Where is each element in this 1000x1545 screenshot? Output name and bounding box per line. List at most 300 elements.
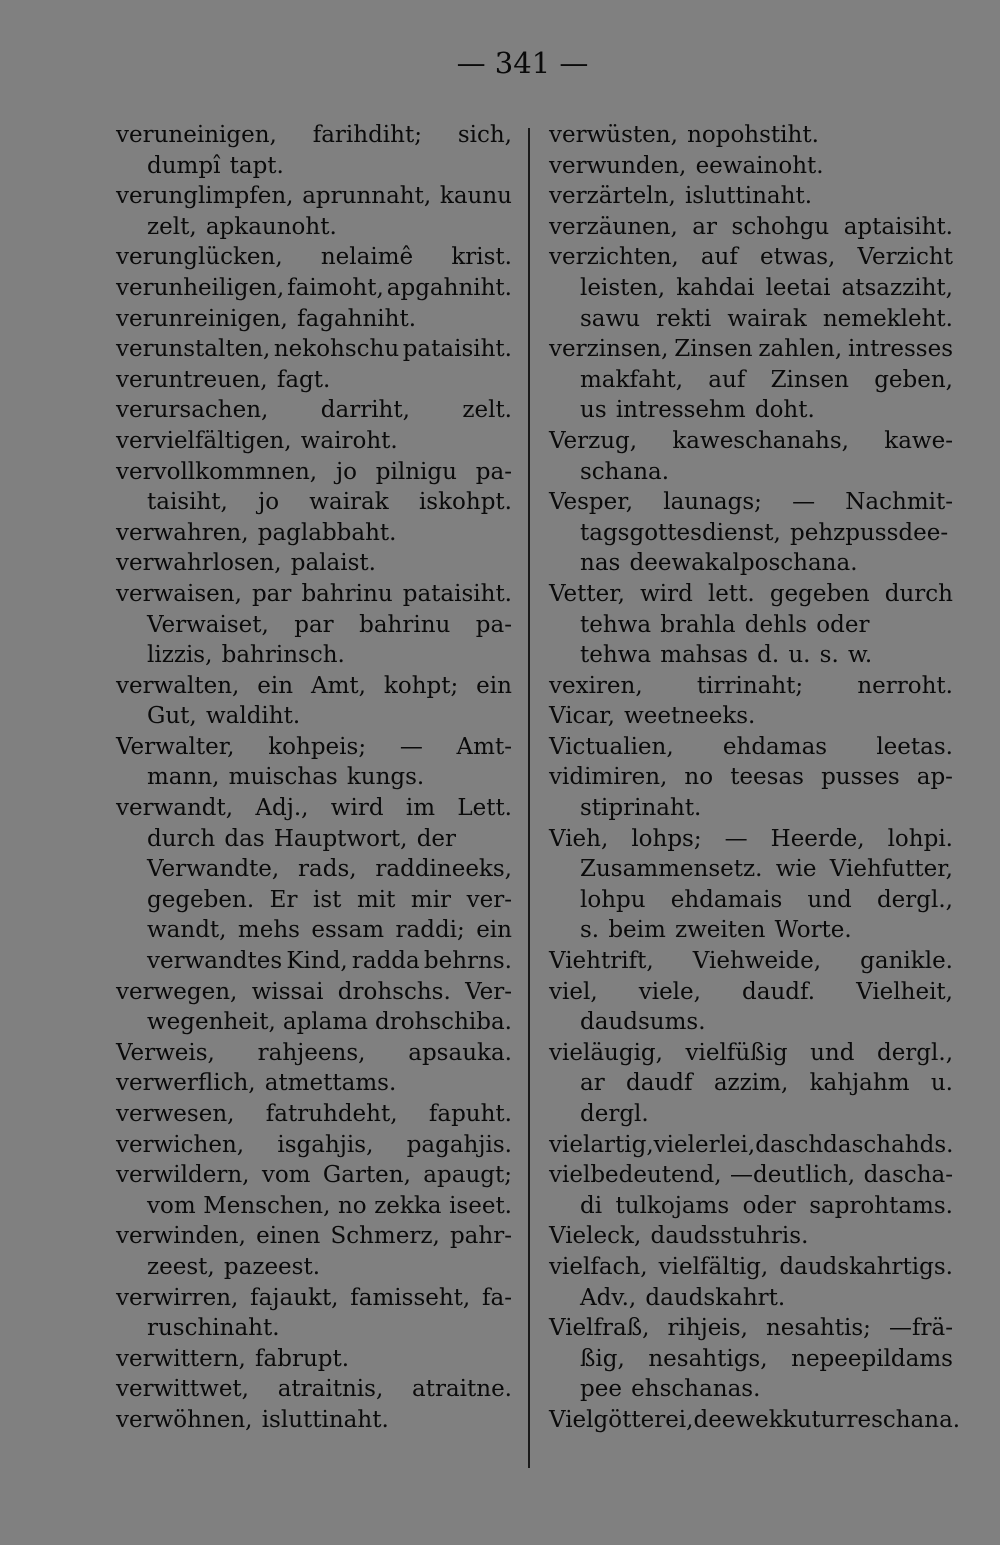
entry-line bbox=[116, 518, 512, 549]
entry-word: lohps; bbox=[631, 825, 702, 852]
entry-line bbox=[549, 548, 953, 579]
entry-word: zweiten bbox=[675, 917, 766, 944]
entry-line bbox=[549, 304, 953, 335]
entry-word: ver- bbox=[466, 886, 512, 913]
entry-line bbox=[549, 1313, 953, 1344]
entry-line bbox=[549, 334, 953, 365]
entry-word: deewekku bbox=[693, 1406, 812, 1433]
entry-line bbox=[549, 1038, 953, 1069]
entry-word: daudsums. bbox=[580, 1009, 706, 1036]
entry-word: ap- bbox=[916, 764, 953, 791]
entry-word: —frä- bbox=[888, 1315, 953, 1342]
entry-word: verwahrlosen, bbox=[116, 550, 282, 577]
entry-word: dergl. bbox=[580, 1101, 649, 1127]
entry-word: mehs bbox=[237, 917, 300, 944]
entry-word: nelaimê bbox=[320, 244, 414, 271]
entry-word: pilnigu bbox=[375, 458, 457, 485]
entry-line bbox=[116, 426, 512, 457]
entry-word: pataisiht. bbox=[402, 336, 512, 363]
entry-word: verwöhnen, bbox=[116, 1406, 253, 1433]
entry-line bbox=[116, 1038, 512, 1069]
entry-line bbox=[549, 640, 953, 671]
entry-line bbox=[549, 915, 953, 946]
entry-word: vielbedeutend, bbox=[549, 1162, 722, 1189]
entry-line bbox=[116, 334, 512, 365]
entry-line bbox=[116, 824, 512, 855]
entry-word: wairoht. bbox=[300, 427, 398, 454]
entry-word: intressehm bbox=[615, 397, 746, 424]
entry-word: Viehtrift, bbox=[549, 948, 654, 975]
entry-word: Verzicht bbox=[857, 244, 953, 271]
entry-word: Verwandte, bbox=[147, 856, 280, 883]
entry-word: wairak bbox=[309, 489, 389, 516]
entry-word: par bbox=[294, 611, 334, 638]
entry-word: Verzug, bbox=[549, 427, 638, 454]
entry-word: Viehweide, bbox=[692, 948, 822, 975]
entry-word: daudf. bbox=[742, 978, 816, 1005]
entry-word: Adv., bbox=[580, 1284, 637, 1311]
entry-word: verwahren, bbox=[116, 519, 249, 546]
entry-word: rahjeens, bbox=[257, 1039, 366, 1066]
entry-word: ehschanas. bbox=[631, 1376, 761, 1403]
entry-word: etwas, bbox=[759, 244, 836, 271]
entry-line bbox=[549, 793, 953, 824]
page-number: — 341 — bbox=[456, 46, 589, 80]
entry-word: verwandt, bbox=[116, 795, 234, 822]
entry-word: lohpi. bbox=[887, 825, 953, 852]
entry-line bbox=[116, 854, 512, 885]
entry-word: no bbox=[684, 764, 714, 791]
entry-line bbox=[116, 181, 512, 212]
entry-word: Heerde, bbox=[770, 825, 865, 852]
entry-line bbox=[116, 1344, 512, 1375]
entry-word: verwildern, bbox=[116, 1162, 250, 1189]
entry-word: Menschen, bbox=[203, 1192, 331, 1219]
entry-word: kahdai bbox=[676, 274, 755, 301]
entry-line bbox=[116, 915, 512, 946]
entry-word: Zinsen bbox=[674, 336, 753, 363]
entry-word: lohpu bbox=[580, 886, 646, 913]
entry-word: nekohschu bbox=[273, 336, 400, 363]
entry-line bbox=[116, 273, 512, 304]
entry-word: wegenheit, bbox=[147, 1009, 276, 1036]
entry-line bbox=[549, 151, 953, 182]
entry-line bbox=[116, 151, 512, 182]
entry-line bbox=[116, 304, 512, 335]
entry-word: verwalten, bbox=[116, 672, 240, 699]
entry-word: Verwalter, bbox=[116, 733, 235, 760]
entry-word: wandt, bbox=[147, 917, 227, 944]
entry-word: zelt, bbox=[147, 213, 197, 240]
entry-line bbox=[116, 1405, 512, 1436]
entry-word: zelt. bbox=[462, 397, 512, 424]
entry-word: fagahniht. bbox=[297, 305, 417, 332]
entry-word: Vetter, bbox=[549, 580, 625, 607]
entry-word: ruschinaht. bbox=[147, 1315, 280, 1342]
entry-word: verunreinigen, bbox=[116, 305, 288, 332]
entry-word: tagsgottesdienst, bbox=[580, 519, 781, 546]
entry-line bbox=[549, 977, 953, 1008]
entry-line bbox=[549, 1191, 953, 1222]
entry-word: lett. bbox=[707, 580, 755, 607]
entry-word: verwesen, bbox=[116, 1101, 235, 1127]
entry-word: mit bbox=[356, 886, 396, 913]
entry-word: kohpt; bbox=[383, 672, 459, 699]
entry-word: mann, bbox=[147, 764, 220, 791]
entry-word: und bbox=[807, 886, 852, 913]
entry-word: oder bbox=[816, 611, 870, 638]
entry-word: viel, bbox=[549, 978, 598, 1005]
entry-line bbox=[116, 671, 512, 702]
entry-word: verzärteln, bbox=[549, 183, 676, 210]
entry-word: ein bbox=[476, 672, 512, 699]
entry-line bbox=[549, 732, 953, 763]
entry-word: saprohtams. bbox=[809, 1192, 953, 1219]
entry-word: vieläugig, bbox=[549, 1039, 663, 1066]
entry-line bbox=[549, 1099, 953, 1130]
entry-word: verzinsen, bbox=[549, 336, 669, 363]
entry-word: das bbox=[224, 825, 265, 852]
entry-line bbox=[549, 1405, 961, 1436]
entry-word: aprunnaht, bbox=[302, 183, 432, 210]
column-divider bbox=[528, 128, 530, 1468]
entry-word: verwaisen, bbox=[116, 580, 242, 607]
entry-word: nesahtigs, bbox=[648, 1345, 768, 1372]
entry-line bbox=[116, 120, 512, 151]
entry-word: d. bbox=[757, 642, 780, 669]
entry-line bbox=[116, 610, 512, 641]
entry-line bbox=[116, 640, 512, 671]
entry-line bbox=[549, 457, 953, 488]
entry-word: fa- bbox=[481, 1284, 512, 1311]
entry-word: mir bbox=[410, 886, 452, 913]
entry-word: verwirren, bbox=[116, 1284, 239, 1311]
entry-line bbox=[116, 1313, 512, 1344]
entry-word: verzäunen, bbox=[549, 213, 678, 240]
entry-word: pa- bbox=[475, 611, 512, 638]
entry-word: und bbox=[810, 1039, 855, 1066]
entry-line bbox=[549, 242, 953, 273]
entry-word: drohschiba. bbox=[375, 1009, 512, 1036]
entry-line bbox=[116, 1283, 512, 1314]
entry-word: deewakalposchana. bbox=[629, 550, 858, 577]
entry-line bbox=[549, 885, 953, 916]
entry-word: daudsstuhris. bbox=[650, 1223, 809, 1250]
entry-word: Er bbox=[269, 886, 298, 913]
entry-line bbox=[549, 181, 953, 212]
entry-word: ist bbox=[313, 886, 342, 913]
entry-line bbox=[549, 120, 953, 151]
entry-word: vexiren, bbox=[549, 672, 643, 699]
entry-word: verunheiligen, bbox=[116, 274, 285, 301]
entry-word: sawu bbox=[580, 305, 641, 332]
entry-line bbox=[549, 701, 953, 732]
entry-word: der bbox=[416, 825, 457, 852]
entry-word: oder bbox=[742, 1192, 796, 1219]
entry-word: Verwaiset, bbox=[147, 611, 269, 638]
entry-word: apsauka. bbox=[408, 1039, 512, 1066]
entry-word: wissai bbox=[251, 978, 324, 1005]
entry-word: weetneeks. bbox=[624, 703, 756, 730]
entry-word: verwerflich, bbox=[116, 1070, 256, 1097]
entry-word: verwegen, bbox=[116, 978, 238, 1005]
entry-word: kaunu bbox=[439, 183, 512, 210]
entry-word: lizzis, bbox=[147, 642, 213, 669]
entry-word: kohpeis; bbox=[268, 733, 367, 760]
entry-line bbox=[116, 365, 512, 396]
entry-word: rads, bbox=[298, 856, 357, 883]
entry-word: palaist. bbox=[290, 550, 376, 577]
entry-word: s. bbox=[819, 642, 839, 669]
entry-line bbox=[549, 610, 953, 641]
entry-line bbox=[549, 1068, 953, 1099]
entry-word: darriht, bbox=[320, 397, 410, 424]
entry-line bbox=[549, 1252, 953, 1283]
entry-word: — bbox=[399, 733, 423, 760]
entry-word: kungs. bbox=[346, 764, 425, 791]
entry-word: Vielheit, bbox=[856, 978, 953, 1005]
entry-word: kawe- bbox=[884, 427, 953, 454]
entry-line bbox=[549, 579, 953, 610]
entry-word: veruntreuen, bbox=[116, 366, 268, 393]
entry-line bbox=[549, 1221, 953, 1252]
entry-word: Gut, bbox=[147, 703, 197, 730]
entry-word: fatruhdeht, bbox=[265, 1101, 398, 1127]
entry-word: kahjahm bbox=[809, 1070, 910, 1097]
entry-line bbox=[549, 273, 953, 304]
entry-word: launags; bbox=[663, 489, 762, 516]
entry-word: Ver- bbox=[465, 978, 512, 1005]
entry-word: taisiht, bbox=[147, 489, 228, 516]
entry-word: bahrinu bbox=[359, 611, 451, 638]
entry-word: geben, bbox=[874, 366, 953, 393]
entry-word: rekti bbox=[656, 305, 712, 332]
entry-word: pazeest. bbox=[223, 1253, 321, 1280]
entry-word: fabrupt. bbox=[255, 1345, 350, 1372]
entry-word: pa- bbox=[475, 458, 512, 485]
entry-line bbox=[116, 1252, 512, 1283]
entry-word: fapuht. bbox=[428, 1101, 512, 1127]
entry-word: ehdamas bbox=[722, 733, 828, 760]
entry-word: pahr- bbox=[449, 1223, 512, 1250]
entry-word: Vieh, bbox=[549, 825, 609, 852]
entry-word: — bbox=[792, 489, 816, 516]
entry-word: raddi; bbox=[395, 917, 465, 944]
entry-word: pee bbox=[580, 1376, 622, 1403]
entry-word: Adj., bbox=[255, 795, 309, 822]
entry-word: verwinden, bbox=[116, 1223, 246, 1250]
entry-word: iseet. bbox=[449, 1192, 512, 1219]
entry-word: zahlen, bbox=[758, 336, 843, 363]
entry-word: durch bbox=[147, 825, 216, 852]
entry-word: par bbox=[251, 580, 292, 607]
entry-word: Garten, bbox=[322, 1162, 411, 1189]
entry-word: verwittwet, bbox=[116, 1376, 249, 1403]
entry-word: isgahjis, bbox=[277, 1131, 374, 1158]
entry-word: nepeepildams bbox=[791, 1345, 953, 1372]
entry-word: no bbox=[337, 1192, 367, 1219]
entry-word: eewainoht. bbox=[695, 152, 824, 179]
entry-word: Kind, bbox=[286, 948, 348, 975]
entry-word: dehls bbox=[744, 611, 808, 638]
entry-word: apkaunoht. bbox=[205, 213, 337, 240]
entry-word: Verweis, bbox=[116, 1039, 215, 1066]
entry-word: im bbox=[405, 795, 436, 822]
entry-word: viele, bbox=[638, 978, 701, 1005]
entry-word: kaweschanahs, bbox=[672, 427, 849, 454]
entry-line bbox=[549, 946, 953, 977]
entry-word: einen bbox=[256, 1223, 321, 1250]
entry-word: pataisiht. bbox=[402, 580, 512, 607]
entry-word: nemekleht. bbox=[822, 305, 953, 332]
entry-word: vervollkommnen, bbox=[116, 458, 318, 485]
entry-word: verwittern, bbox=[116, 1345, 246, 1372]
entry-line bbox=[116, 885, 512, 916]
entry-word: azzim, bbox=[713, 1070, 789, 1097]
entry-word: schohgu bbox=[731, 213, 830, 240]
entry-word: schana. bbox=[580, 458, 670, 485]
entry-word: auf bbox=[708, 366, 746, 393]
entry-line bbox=[116, 793, 512, 824]
entry-word: Worte. bbox=[774, 917, 852, 944]
entry-word: verunglücken, bbox=[116, 244, 283, 271]
entry-word: vom bbox=[147, 1192, 196, 1219]
entry-word: us bbox=[580, 397, 607, 424]
entry-word: dumpî bbox=[147, 152, 221, 179]
entry-word: vidimiren, bbox=[549, 764, 668, 791]
entry-word: brahla bbox=[660, 611, 736, 638]
entry-line bbox=[116, 732, 512, 763]
entry-word: Schmerz, bbox=[330, 1223, 440, 1250]
entry-word: u. bbox=[788, 642, 811, 669]
entry-word: famisseht, bbox=[350, 1284, 471, 1311]
entry-word: ein bbox=[257, 672, 294, 699]
entry-word: stiprinaht. bbox=[580, 795, 702, 822]
entry-line bbox=[116, 395, 512, 426]
entry-word: verwüsten, bbox=[549, 122, 678, 148]
entry-line bbox=[116, 977, 512, 1008]
entry-word: bahrinsch. bbox=[221, 642, 345, 669]
entry-word: leisten, bbox=[580, 274, 666, 301]
entry-line bbox=[116, 548, 512, 579]
entry-word: farihdiht; bbox=[312, 122, 422, 148]
entry-line bbox=[549, 824, 953, 855]
entry-word: Vieleck, bbox=[549, 1223, 642, 1250]
entry-word: radda bbox=[351, 948, 420, 975]
entry-line bbox=[116, 487, 512, 518]
entry-word: w. bbox=[847, 642, 873, 669]
entry-word: Zusammensetz. bbox=[580, 856, 763, 883]
entry-word: daschdaschahds. bbox=[755, 1131, 954, 1158]
entry-word: paglabbaht. bbox=[257, 519, 397, 546]
entry-word: durch bbox=[884, 580, 953, 607]
entry-word: Amt, bbox=[311, 672, 366, 699]
entry-word: ein bbox=[476, 917, 512, 944]
entry-word: jo bbox=[335, 458, 357, 485]
entry-word: turreschana. bbox=[811, 1406, 961, 1433]
entry-word: sich, bbox=[457, 122, 512, 148]
entry-word: bahrinu bbox=[301, 580, 393, 607]
entry-word: fagt. bbox=[276, 366, 331, 393]
entry-word: drohschs. bbox=[337, 978, 451, 1005]
entry-line bbox=[549, 1160, 953, 1191]
entry-line bbox=[549, 1007, 953, 1038]
entry-word: wie bbox=[775, 856, 817, 883]
entry-word: Vielfraß, bbox=[549, 1315, 650, 1342]
entry-word: nerroht. bbox=[857, 672, 953, 699]
entry-word: Lett. bbox=[457, 795, 512, 822]
entry-line bbox=[549, 518, 953, 549]
entry-word: vielfüßig bbox=[685, 1039, 788, 1066]
entry-line bbox=[549, 426, 953, 457]
entry-line bbox=[549, 762, 953, 793]
entry-word: iskohpt. bbox=[418, 489, 512, 516]
entry-line bbox=[116, 579, 512, 610]
entry-line bbox=[116, 1160, 512, 1191]
entry-line bbox=[116, 1221, 512, 1252]
entry-word: makfaht, bbox=[580, 366, 684, 393]
right-column bbox=[549, 120, 961, 1436]
entry-word: atsazziht, bbox=[841, 274, 953, 301]
entry-word: leetai bbox=[765, 274, 831, 301]
entry-word: Vielgötterei, bbox=[549, 1406, 694, 1433]
entry-word: faimoht, bbox=[287, 274, 384, 301]
entry-line bbox=[116, 457, 512, 488]
entry-word: auf bbox=[700, 244, 738, 271]
entry-word: vielfältig, bbox=[658, 1253, 769, 1280]
entry-word: Zinsen bbox=[770, 366, 849, 393]
entry-word: wairak bbox=[727, 305, 807, 332]
entry-line bbox=[549, 212, 953, 243]
entry-word: daudf bbox=[626, 1070, 693, 1097]
entry-word: Amt- bbox=[456, 733, 512, 760]
entry-word: teesas bbox=[730, 764, 804, 791]
entry-word: leetas. bbox=[876, 733, 953, 760]
entry-word: wird bbox=[330, 795, 384, 822]
entry-word: raddineeks, bbox=[375, 856, 512, 883]
entry-word: tehwa bbox=[580, 642, 652, 669]
entry-word: tapt. bbox=[229, 152, 284, 179]
entry-line bbox=[116, 762, 512, 793]
entry-word: pehzpussdee- bbox=[790, 519, 949, 546]
entry-word: nas bbox=[580, 550, 621, 577]
entry-line bbox=[116, 701, 512, 732]
entry-word: fajaukt, bbox=[250, 1284, 339, 1311]
entry-word: vom bbox=[261, 1162, 311, 1189]
entry-word: — bbox=[724, 825, 748, 852]
entry-line bbox=[549, 1283, 953, 1314]
entry-word: rihjeis, bbox=[667, 1315, 748, 1342]
entry-word: verunstalten, bbox=[116, 336, 271, 363]
entry-word: verursachen, bbox=[116, 397, 269, 424]
entry-word: daudskahrt. bbox=[645, 1284, 786, 1311]
entry-word: dascha- bbox=[863, 1162, 953, 1189]
entry-word: dergl., bbox=[876, 1039, 953, 1066]
entry-word: doht. bbox=[754, 397, 815, 424]
entry-word: aptaisiht. bbox=[843, 213, 953, 240]
entry-word: Vesper, bbox=[549, 489, 634, 516]
entry-word: gegeben. bbox=[147, 886, 255, 913]
entry-word: Nachmit- bbox=[845, 489, 953, 516]
entry-word: ganikle. bbox=[860, 948, 953, 975]
entry-line bbox=[116, 1068, 512, 1099]
entry-word: daudskahrtigs. bbox=[779, 1253, 953, 1280]
entry-line bbox=[116, 212, 512, 243]
entry-word: gegeben bbox=[769, 580, 870, 607]
entry-word: jo bbox=[258, 489, 280, 516]
entry-line bbox=[116, 1130, 512, 1161]
entry-word: tehwa bbox=[580, 611, 652, 638]
